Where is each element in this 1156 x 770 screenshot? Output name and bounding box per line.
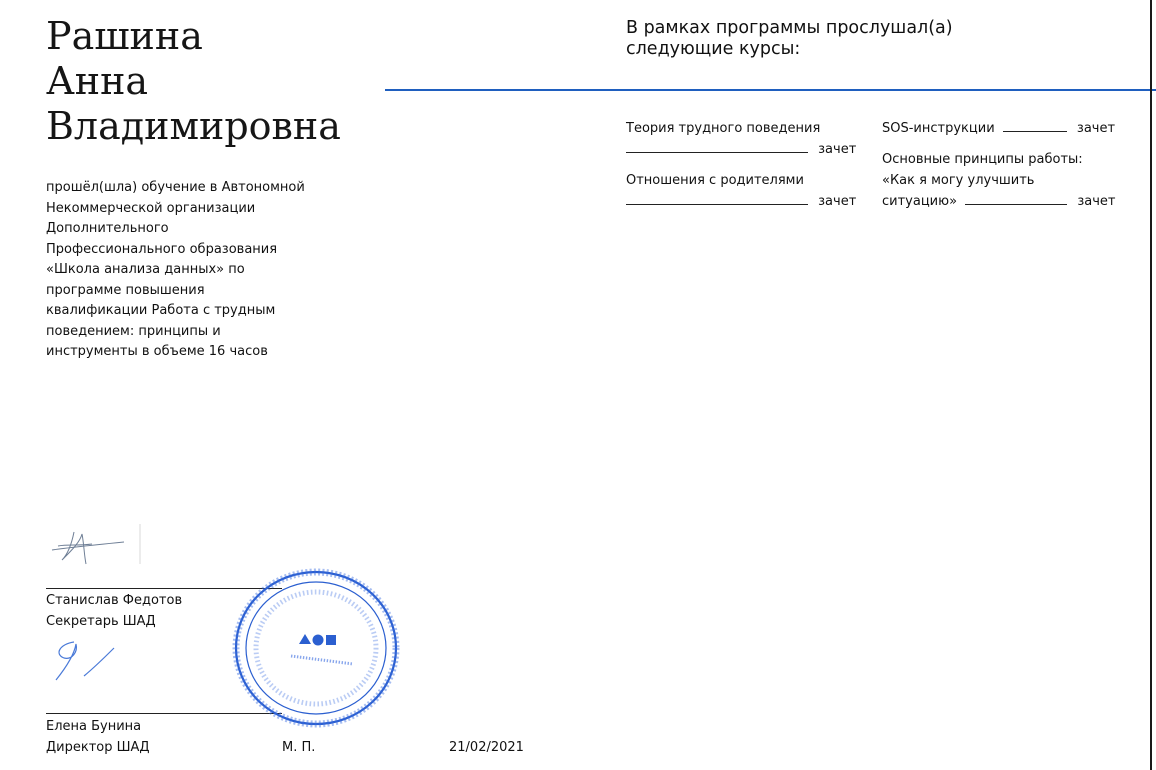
signature-icon [50, 636, 130, 686]
course-result: зачет [818, 142, 857, 157]
signatory-name: Елена Бунина [46, 719, 142, 734]
course-result-row [882, 191, 1122, 212]
course-result: зачет [1076, 121, 1116, 136]
page-edge [1150, 0, 1152, 770]
recipient-last-name: Рашина [46, 14, 203, 58]
courses-heading [626, 18, 1086, 60]
statement-line: программе повышения [46, 282, 205, 298]
statement-line: Некоммерческой организации [46, 200, 256, 216]
statement-line: Профессионального образования [46, 241, 278, 257]
recipient-patronymic: Владимировна [46, 104, 341, 148]
signatory-title: Секретарь ШАД [46, 614, 156, 629]
accent-divider [385, 89, 1156, 91]
signatory-name: Станислав Федотов [46, 593, 183, 608]
recipient-first-name: Анна [46, 59, 149, 103]
course-title: SOS-инструкции [882, 121, 995, 136]
course-item [626, 170, 866, 212]
course-result: зачет [1077, 194, 1116, 209]
signatory-title: Директор ШАД [46, 740, 150, 755]
course-result: зачет [818, 194, 857, 209]
statement-line: «Школа анализа данных» по [46, 262, 245, 277]
courses-heading-line: В рамках программы прослушал(а) [626, 18, 953, 38]
course-title: «Как я могу улучшить [882, 173, 1035, 188]
statement-line: прошёл(шла) обучение в Автономной [46, 180, 305, 195]
course-item [882, 118, 1122, 139]
result-line [626, 192, 808, 205]
courses-heading-line: следующие курсы: [626, 39, 801, 59]
result-line [1003, 119, 1067, 132]
course-result-row [626, 139, 866, 160]
completion-statement [46, 178, 336, 363]
result-line [965, 192, 1067, 205]
course-title: ситуацию» [882, 194, 958, 209]
school-seal-stamp-icon [231, 566, 401, 731]
course-result-row [882, 118, 1122, 139]
recipient-name [46, 14, 386, 149]
statement-line: поведением: принципы и [46, 323, 221, 339]
issue-date: 21/02/2021 [449, 740, 524, 755]
statement-line: квалификации Работа с трудным [46, 303, 276, 318]
course-title: Теория трудного поведения [626, 121, 821, 136]
statement-line: инструменты в объеме 16 часов [46, 344, 268, 359]
statement-line: Дополнительного [46, 221, 169, 236]
course-title: Основные принципы работы: [882, 152, 1083, 167]
course-title: Отношения с родителями [626, 173, 804, 188]
course-result-row [626, 191, 866, 212]
signature-icon [44, 520, 154, 570]
result-line [626, 140, 808, 153]
seal-label: М. П. [282, 740, 316, 755]
course-item [626, 118, 866, 160]
course-item [882, 149, 1122, 212]
